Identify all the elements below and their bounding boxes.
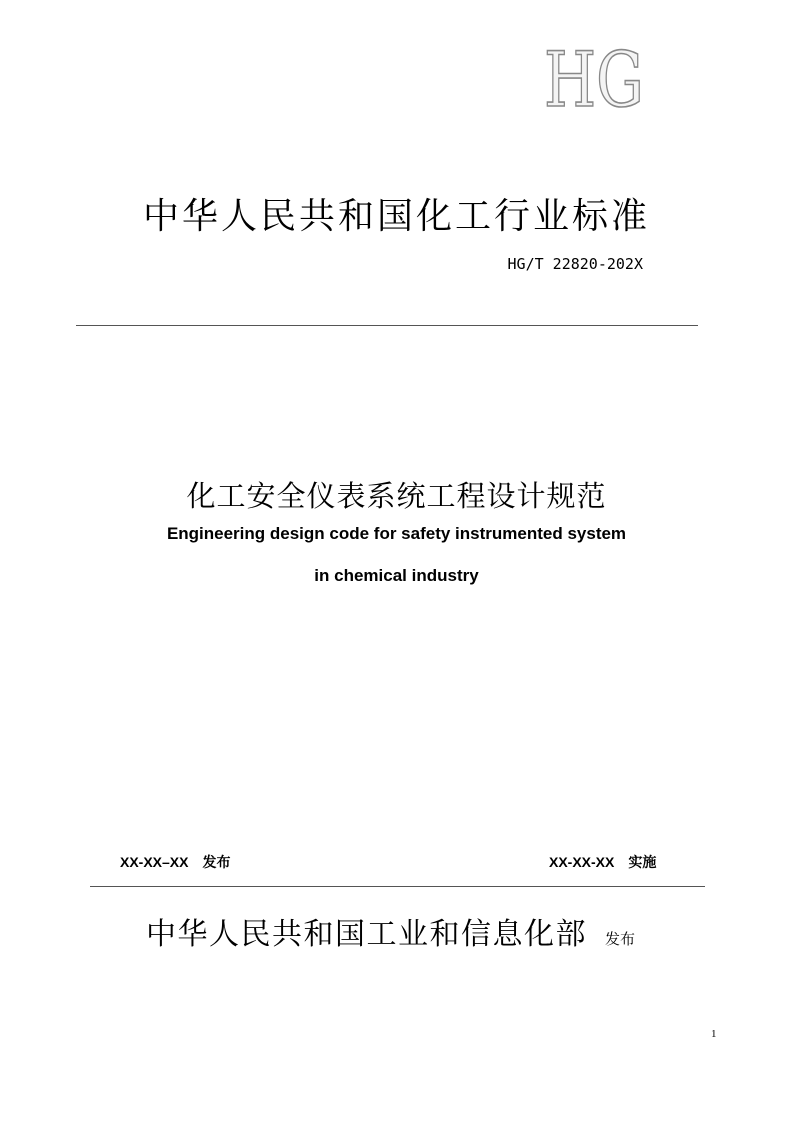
issuer-suffix: 发布 [605, 930, 636, 948]
top-divider [76, 325, 698, 326]
implement-date [549, 852, 656, 872]
hg-logo [540, 35, 650, 124]
implement-date-value: XX-XX-XX [549, 854, 615, 870]
standard-number: HG/T 22820-202X [507, 255, 643, 273]
publish-label: 发布 [202, 855, 231, 871]
publish-date [120, 852, 230, 872]
industry-standard-title: 中华人民共和国化工行业标准 [142, 196, 650, 237]
document-title-zh: 化工安全仪表系统工程设计规范 [186, 479, 607, 513]
document-title-en-line2: in chemical industry [314, 566, 479, 585]
page-number: 1 [711, 1028, 717, 1040]
issuer-line [146, 909, 635, 953]
document-title-en-line1: Engineering design code for safety instrumented system [166, 524, 627, 543]
implement-label: 实施 [628, 855, 657, 871]
bottom-divider [90, 886, 705, 887]
publish-date-value: XX-XX–XX [120, 854, 189, 870]
svg-text:HG: HG [544, 35, 644, 124]
issuing-organization: 中华人民共和国工业和信息化部 [146, 917, 587, 952]
